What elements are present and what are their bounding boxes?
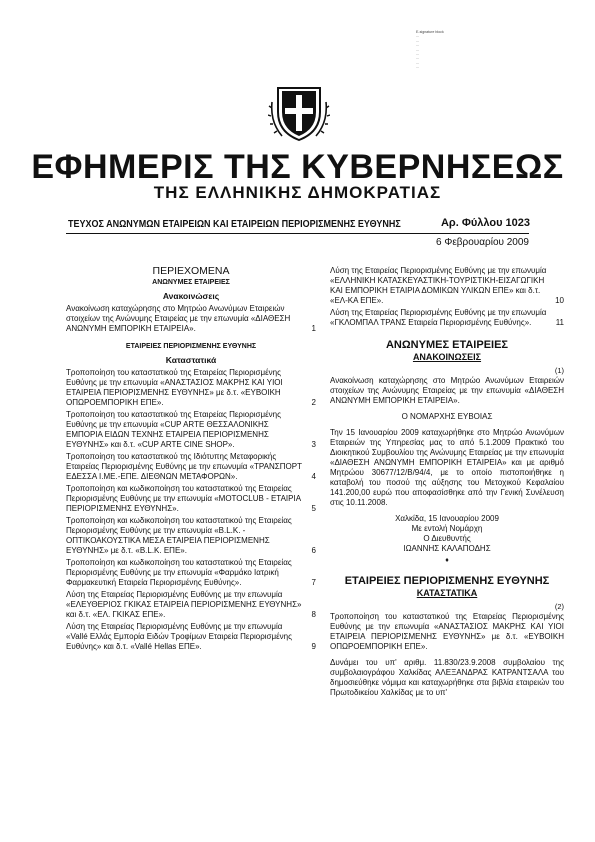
signature-line: ... bbox=[416, 38, 419, 43]
announcement-title: Ανακοίνωση καταχώρησης στο Μητρώο Ανωνύμων Εταιρειών στοιχείων της Ανώνυμης Εταιρείας με την επωνυμία «ΔΙΑΘΕΣΗ ΑΝΩΝΥΜΗ ΕΜΠΟΡΙΚΗ ΕΤΑΙΡΕΙΑ». bbox=[330, 376, 564, 405]
statute-body: Δυνάμει του υπ' αριθμ. 11.830/23.9.2008 συμβολαίου της συμβολαιογράφου Χαλκίδας ΑΛΕΞΑΝΔΡΑΣ ΚΑΤΡΑΝΤΣΑΛΑ του δημοσιεύθηκε νόμιμα και καταχωρήθηκε στα βιβλία εταιρειών του Πρωτοδικείου Χαλκίδας με το υπ' bbox=[330, 658, 564, 697]
item-number: (2) bbox=[554, 602, 564, 611]
entry-text: Ανακοίνωση καταχώρησης στο Μητρώο Ανωνύμων Εταιρειών στοιχείων της Ανώνυμης Εταιρείας με την επωνυμία «ΔΙΑΘΕΣΗ ΑΝΩΝΥΜΗ ΕΜΠΟΡΙΚΗ ΕΤΑΙΡΕΙΑ». bbox=[66, 304, 291, 333]
entry-number: 11 bbox=[555, 318, 564, 327]
signature-line: ... bbox=[416, 60, 419, 65]
section-heading-ae: ΑΝΩΝΥΜΕΣ ΕΤΑΙΡΕΙΕΣ bbox=[385, 339, 509, 351]
authority-heading: Ο ΝΟΜΑΡΧΗΣ ΕΥΒΟΙΑΣ bbox=[401, 412, 493, 421]
contents-section-epe: ΕΤΑΙΡΕΙΕΣ ΠΕΡΙΟΡΙΣΜΕΝΗΣ ΕΥΘΥΝΗΣ bbox=[125, 343, 257, 350]
contents-entry[interactable] bbox=[66, 516, 316, 556]
digital-signature-block bbox=[416, 30, 486, 70]
entry-number: 7 bbox=[311, 578, 316, 587]
contents-column bbox=[66, 266, 316, 654]
separator-diamond-icon: ♦ bbox=[445, 557, 449, 564]
gazette-subtitle: ΤΗΣ ΕΛΛΗΝΙΚΗΣ ΔΗΜΟΚΡΑΤΙΑΣ bbox=[153, 183, 442, 202]
contents-entry[interactable] bbox=[330, 266, 564, 306]
entry-text: Λύση της Εταιρείας Περιορισμένης Ευθύνης με την επωνυμία «Vallé Ελλάς Εμπορία Ειδών Τροφίμων Εταιρεία Περιορισμένης Ευθύνης» και δ.τ. «Vallé Hellas ΕΠΕ». bbox=[66, 622, 292, 651]
greek-coat-of-arms-icon bbox=[268, 82, 330, 144]
issue-date: 6 Φεβρουαρίου 2009 bbox=[436, 237, 529, 248]
entry-number: 8 bbox=[311, 610, 316, 619]
entry-text: Τροποποίηση και κωδικοποίηση του καταστατικού της Εταιρείας Περιορισμένης Ευθύνης με την επωνυμία «Φαρμάκο Ιατρική Φαρμακευτική Εταιρεία Περιορισμένης Ευθύνης». bbox=[66, 558, 292, 587]
contents-entry[interactable] bbox=[66, 558, 316, 588]
entry-text: Τροποποίηση του καταστατικού της Ιδιότυπης Μεταφορικής Εταιρείας Περιορισμένης Ευθύνης με την επωνυμία «ΤΡΑΝΣΠΟΡΤ ΕΔΕΣΣΑ Ι.ΜΕ.-ΕΠΕ. ΔΙΕΘΝΩΝ ΜΕΤΑΦΟΡΩΝ». bbox=[66, 452, 302, 481]
contents-entry[interactable] bbox=[66, 304, 316, 334]
header-rule bbox=[66, 233, 529, 234]
contents-entry[interactable] bbox=[66, 622, 316, 652]
entry-number: 1 bbox=[311, 324, 316, 333]
signature-line: ... bbox=[416, 47, 419, 52]
contents-entry[interactable] bbox=[66, 410, 316, 450]
gazette-title: ΕΦΗΜΕΡΙΣ ΤΗΣ ΚΥΒΕΡΝΗΣΕΩΣ bbox=[31, 148, 564, 186]
section-subheading-statutes: ΚΑΤΑΣΤΑΤΙΚΑ bbox=[416, 588, 478, 598]
main-column bbox=[330, 266, 564, 704]
sheet-number: Αρ. Φύλλου 1023 bbox=[440, 217, 530, 229]
contents-section-ae: ΑΝΩΝΥΜΕΣ ΕΤΑΙΡΕΙΕΣ bbox=[152, 279, 230, 286]
contents-subsection-announcements: Ανακοινώσεις bbox=[162, 291, 220, 301]
signature-line: E-signature block bbox=[416, 30, 444, 34]
contents-entry[interactable] bbox=[330, 308, 564, 328]
announcement-body: Την 15 Ιανουαρίου 2009 καταχωρήθηκε στο Μητρώο Ανωνύμων Εταιρειών της Υπηρεσίας μας το από 5.1.2009 Πρακτικό του Διοικητικού Συμβουλίου της Ανώνυμης Εταιρείας με την επωνυμία «ΔΙΑΘΕΣΗ ΑΝΩΝΥΜΗ ΕΜΠΟΡΙΚΗ ΕΤΑΙΡΕΙΑ» και με αριθμό Μητρώου 30677/12/Β/94/4, με το οποίο πιστοποιήθηκε η καταβολή του ποσού της αύξησης του Μετοχικού Κεφαλαίου 141.200,00 ευρώ που αποφασίσθηκε από την Γενική Συνέλευση στις 10.11.2008. bbox=[330, 428, 564, 507]
entry-text: Τροποποίηση και κωδικοποίηση του καταστατικού της Εταιρείας Περιορισμένης Ευθύνης με την επωνυμία «B.L.K. - ΟΠΤΙΚΟΑΚΟΥΣΤΙΚΑ ΜΕΣΑ ΕΤΑΙΡΕΙΑ ΠΕΡΙΟΡΙΣΜΕΝΗΣ ΕΥΘΥΝΗΣ» με δ.τ. «B.L.K. ΕΠΕ». bbox=[66, 516, 292, 555]
entry-text: Λύση της Εταιρείας Περιορισμένης Ευθύνης με την επωνυμία «ΕΛΛΗΝΙΚΗ ΚΑΤΑΣΚΕΥΑΣΤΙΚΗ-ΤΟΥΡΙΣΤΙΚΗ-ΕΙΣΑΓΩΓΙΚΗ ΚΑΙ ΕΜΠΟΡΙΚΗ ΕΤΑΙΡΙΑ ΔΟΜΙΚΩΝ ΥΛΙΚΩΝ ΕΠΕ» και δ.τ. «ΕΛ-ΚΑ ΕΠΕ». bbox=[330, 266, 547, 305]
contents-entry[interactable] bbox=[66, 368, 316, 408]
entry-text: Τροποποίηση του καταστατικού της Εταιρείας Περιορισμένης Ευθύνης με την επωνυμία «ΑΝΑΣΤΑΣΙΟΣ ΜΑΚΡΗΣ ΚΑΙ ΥΙΟΙ ΕΤΑΙΡΕΙΑ ΠΕΡΙΟΡΙΣΜΕΝΗΣ ΕΥΘΥΝΗΣ» με δ.τ. «ΕΥΒΟΙΚΗ ΟΠΩΡΟΕΜΠΟΡΙΚΗ ΕΠΕ». bbox=[66, 368, 283, 407]
entry-number: 9 bbox=[311, 642, 316, 651]
contents-entry[interactable] bbox=[66, 590, 316, 620]
entry-text: Λύση της Εταιρείας Περιορισμένης Ευθύνης με την επωνυμία «ΕΛΕΥΘΕΡΙΟΣ ΓΚΙΚΑΣ ΕΤΑΙΡΕΙΑ ΠΕΡΙΟΡΙΣΜΕΝΗΣ ΕΥΘΥΝΗΣ» και δ.τ. «ΕΛ. ΓΚΙΚΑΣ ΕΠΕ». bbox=[66, 590, 302, 619]
signatory-name: ΙΩΑΝΝΗΣ ΚΑΛΑΠΟΔΗΣ bbox=[403, 544, 491, 553]
issue-type: ΤΕΥΧΟΣ ΑΝΩΝΥΜΩΝ ΕΤΑΙΡΕΙΩΝ ΚΑΙ ΕΤΑΙΡΕΙΩΝ ΠΕΡΙΟΡΙΣΜΕΝΗΣ ΕΥΘΥΝΗΣ bbox=[68, 219, 401, 230]
signatory-title: Ο Διευθυντής bbox=[423, 534, 471, 543]
signature-line: ... bbox=[416, 43, 419, 48]
signature-line: ... bbox=[416, 65, 419, 70]
contents-entry[interactable] bbox=[66, 484, 316, 514]
contents-entry[interactable] bbox=[66, 452, 316, 482]
place-date: Χαλκίδα, 15 Ιανουαρίου 2009 bbox=[395, 514, 499, 523]
entry-number: 10 bbox=[555, 296, 564, 305]
entry-number: 4 bbox=[311, 472, 316, 481]
entry-number: 2 bbox=[311, 398, 316, 407]
entry-number: 5 bbox=[311, 504, 316, 513]
signatory-order: Με εντολή Νομάρχη bbox=[411, 524, 483, 533]
contents-heading: ΠΕΡΙΕΧΟΜΕΝΑ bbox=[152, 265, 230, 277]
signature-line: ... bbox=[416, 52, 419, 57]
contents-subsection-statutes: Καταστατικά bbox=[165, 355, 217, 365]
section-subheading-announcements: ΑΝΑΚΟΙΝΩΣΕΙΣ bbox=[412, 352, 482, 362]
statute-title: Τροποποίηση του καταστατικού της Εταιρείας Περιορισμένης Ευθύνης με την επωνυμία «ΑΝΑΣΤΑΣΙΟΣ ΜΑΚΡΗΣ ΚΑΙ ΥΙΟΙ ΕΤΑΙΡΕΙΑ ΠΕΡΙΟΡΙΣΜΕΝΗΣ ΕΥΘΥΝΗΣ» με δ.τ. «ΕΥΒΟΙΚΗ ΟΠΩΡΟΕΜΠΟΡΙΚΗ ΕΠΕ». bbox=[330, 612, 564, 651]
entry-number: 6 bbox=[311, 546, 316, 555]
entry-text: Τροποποίηση του καταστατικού της Εταιρείας Περιορισμένης Ευθύνης με την επωνυμία «CUP ARTE ΘΕΣΣΑΛΟΝΙΚΗΣ ΕΜΠΟΡΙΑ ΕΙΔΩΝ ΤΕΧΝΗΣ ΕΤΑΙΡΕΙΑ ΠΕΡΙΟΡΙΣΜΕΝΗΣ ΕΥΘΥΝΗΣ» και δ.τ. «CUP ARTE CINE SHOP». bbox=[66, 410, 281, 449]
entry-number: 3 bbox=[311, 440, 316, 449]
section-heading-epe: ΕΤΑΙΡΕΙΕΣ ΠΕΡΙΟΡΙΣΜΕΝΗΣ ΕΥΘΥΝΗΣ bbox=[344, 575, 550, 587]
signature-line: ... bbox=[416, 56, 419, 61]
entry-text: Λύση της Εταιρείας Περιορισμένης Ευθύνης με την επωνυμία «ΓΚΛΟΜΠΑΛ ΤΡΑΝΣ Εταιρεία Περιορισμένης Ευθύνης». bbox=[330, 308, 547, 327]
entry-text: Τροποποίηση και κωδικοποίηση του καταστατικού της Εταιρείας Περιορισμένης Ευθύνης με την επωνυμία «MOTOCLUB - ΕΤΑΙΡΙΑ ΠΕΡΙΟΡΙΣΜΕΝΗΣ ΕΥΘΥΝΗΣ». bbox=[66, 484, 301, 513]
signature-line: ... bbox=[416, 34, 419, 39]
item-number: (1) bbox=[554, 366, 564, 375]
